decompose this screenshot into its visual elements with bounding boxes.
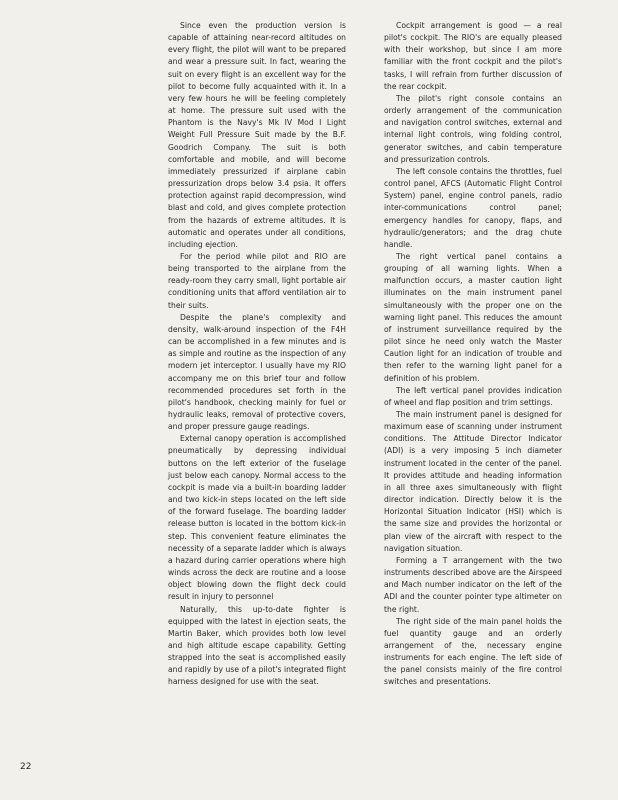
paragraph-left-vertical-panel: The left vertical panel provides indication of wheel and flap position and trim settings. (384, 385, 562, 407)
paragraph-pressure-suit: Since even the production version is capable of attaining near-record altitudes on every flight, the pilot will want to be prepared and wear a pressure suit. In fact, wearing the suit on every flight is an excellent way for the pilot to become fully acquainted with it. In a very few hours he will be feeling completely at home. The pressure suit used with the Phantom is the Navy's Mk IV Mod I Light Weight Full Pressure Suit made by the B.F. Goodrich Company. The suit is both comfortable and mobile, and will become immediately pressurized if airplane cabin pressurization drops below 3.4 psia. It offers protection against rapid decompression, wind blast and cold, and gives complete protection from the hazards of extreme altitudes. It is automatic and operates under all conditions, including ejection. (168, 21, 346, 249)
paragraph-cockpit-arrangement: Cockpit arrangement is good — a real pilot's cockpit. The RIO's are equally pleased with their workshop, but since I am more familiar with the front cockpit and the pilot's tasks, I will refrain from further discussion of the rear cockpit. (384, 21, 562, 91)
paragraph-walk-around: Despite the plane's complexity and density, walk-around inspection of the F4H can be accomplished in a few minutes and is as simple and routine as the inspection of any modern jet interceptor. I usually have my RIO accompany me on this brief tour and follow recommended procedures set forth in the pilot's handbook, checking mainly for fuel or hydraulic leaks, removal of protective covers, and proper pressure gauge readings. (168, 312, 346, 432)
paragraph-right-console: The pilot's right console contains an orderly arrangement of the communication and navigation control switches, external and internal light controls, wing folding control, generator switches, and cabin temperature and pressurization controls. (384, 93, 562, 164)
paragraph-main-instrument-panel: The main instrument panel is designed for maximum ease of scanning under instrument conditions. The Attitude Director Indicator (ADI) is a very imposing 5 inch diameter instrument located in the center of the panel. It provides attitude and heading information in all three axes simultaneously with flight director indication. Directly below it is the Horizontal Situation Indicator (HSI) which is the same size and provides the horizontal or plan view of the aircraft with respect to the navigation situation. (384, 410, 562, 553)
paragraph-fuel-quantity: The right side of the main panel holds the fuel quantity gauge and an orderly arrangement of the, necessary engine instruments for each engine. The left side of the panel consists mainly of the fire control switches and presentations. (384, 616, 562, 687)
paragraph-right-vertical-panel: The right vertical panel contains a grouping of all warning lights. When a malfunction occurs, a master caution light illuminates on the main instrument panel simultaneously with the proper one on the warning light panel. This reduces the amount of instrument surveillance required by the pilot since he need only watch the Master Caution light for an indication of trouble and then refer to the warning light panel for a definition of his problem. (384, 251, 562, 383)
paragraph-t-arrangement: Forming a T arrangement with the two instruments described above are the Airspeed and Mach number indicator on the left of the ADI and the counter pointer type altimeter on the right. (384, 555, 562, 614)
paragraph-left-console: The left console contains the throttles, fuel control panel, AFCS (Automatic Flight Control System) panel, engine control panels, radio inter-communications control panel; emergency handles for canopy, flaps, and hydraulic/generators; and the drag chute handle. (384, 166, 562, 249)
paragraph-air-conditioning: For the period while pilot and RIO are being transported to the airplane from the ready-room they carry small, light portable air conditioning units that afford ventilation air to their suits. (168, 251, 346, 310)
paragraph-ejection-seats: Naturally, this up-to-date fighter is equipped with the latest in ejection seats, the Martin Baker, which provides both low level and high altitude escape capability. Getting strapped into the seat is accomplished easily and rapidly by use of a pilot's integrated flight harness designed for use with the seat. (168, 604, 346, 687)
left-text-column (168, 20, 346, 689)
page-number: 22 (20, 762, 32, 772)
paragraph-canopy-operation: External canopy operation is accomplished pneumatically by depressing individual buttons on the left exterior of the fuselage just below each canopy. Normal access to the cockpit is made via a built-in boarding ladder and two kick-in steps located on the left side of the forward fuselage. The boarding ladder release button is located in the bottom kick-in step. This convenient feature eliminates the necessity of a separate ladder which is always a hazard during carrier operations where high winds across the deck are routine and a loose object blowing down the flight deck could result in injury to personnel (168, 434, 346, 602)
right-text-column (384, 20, 562, 689)
